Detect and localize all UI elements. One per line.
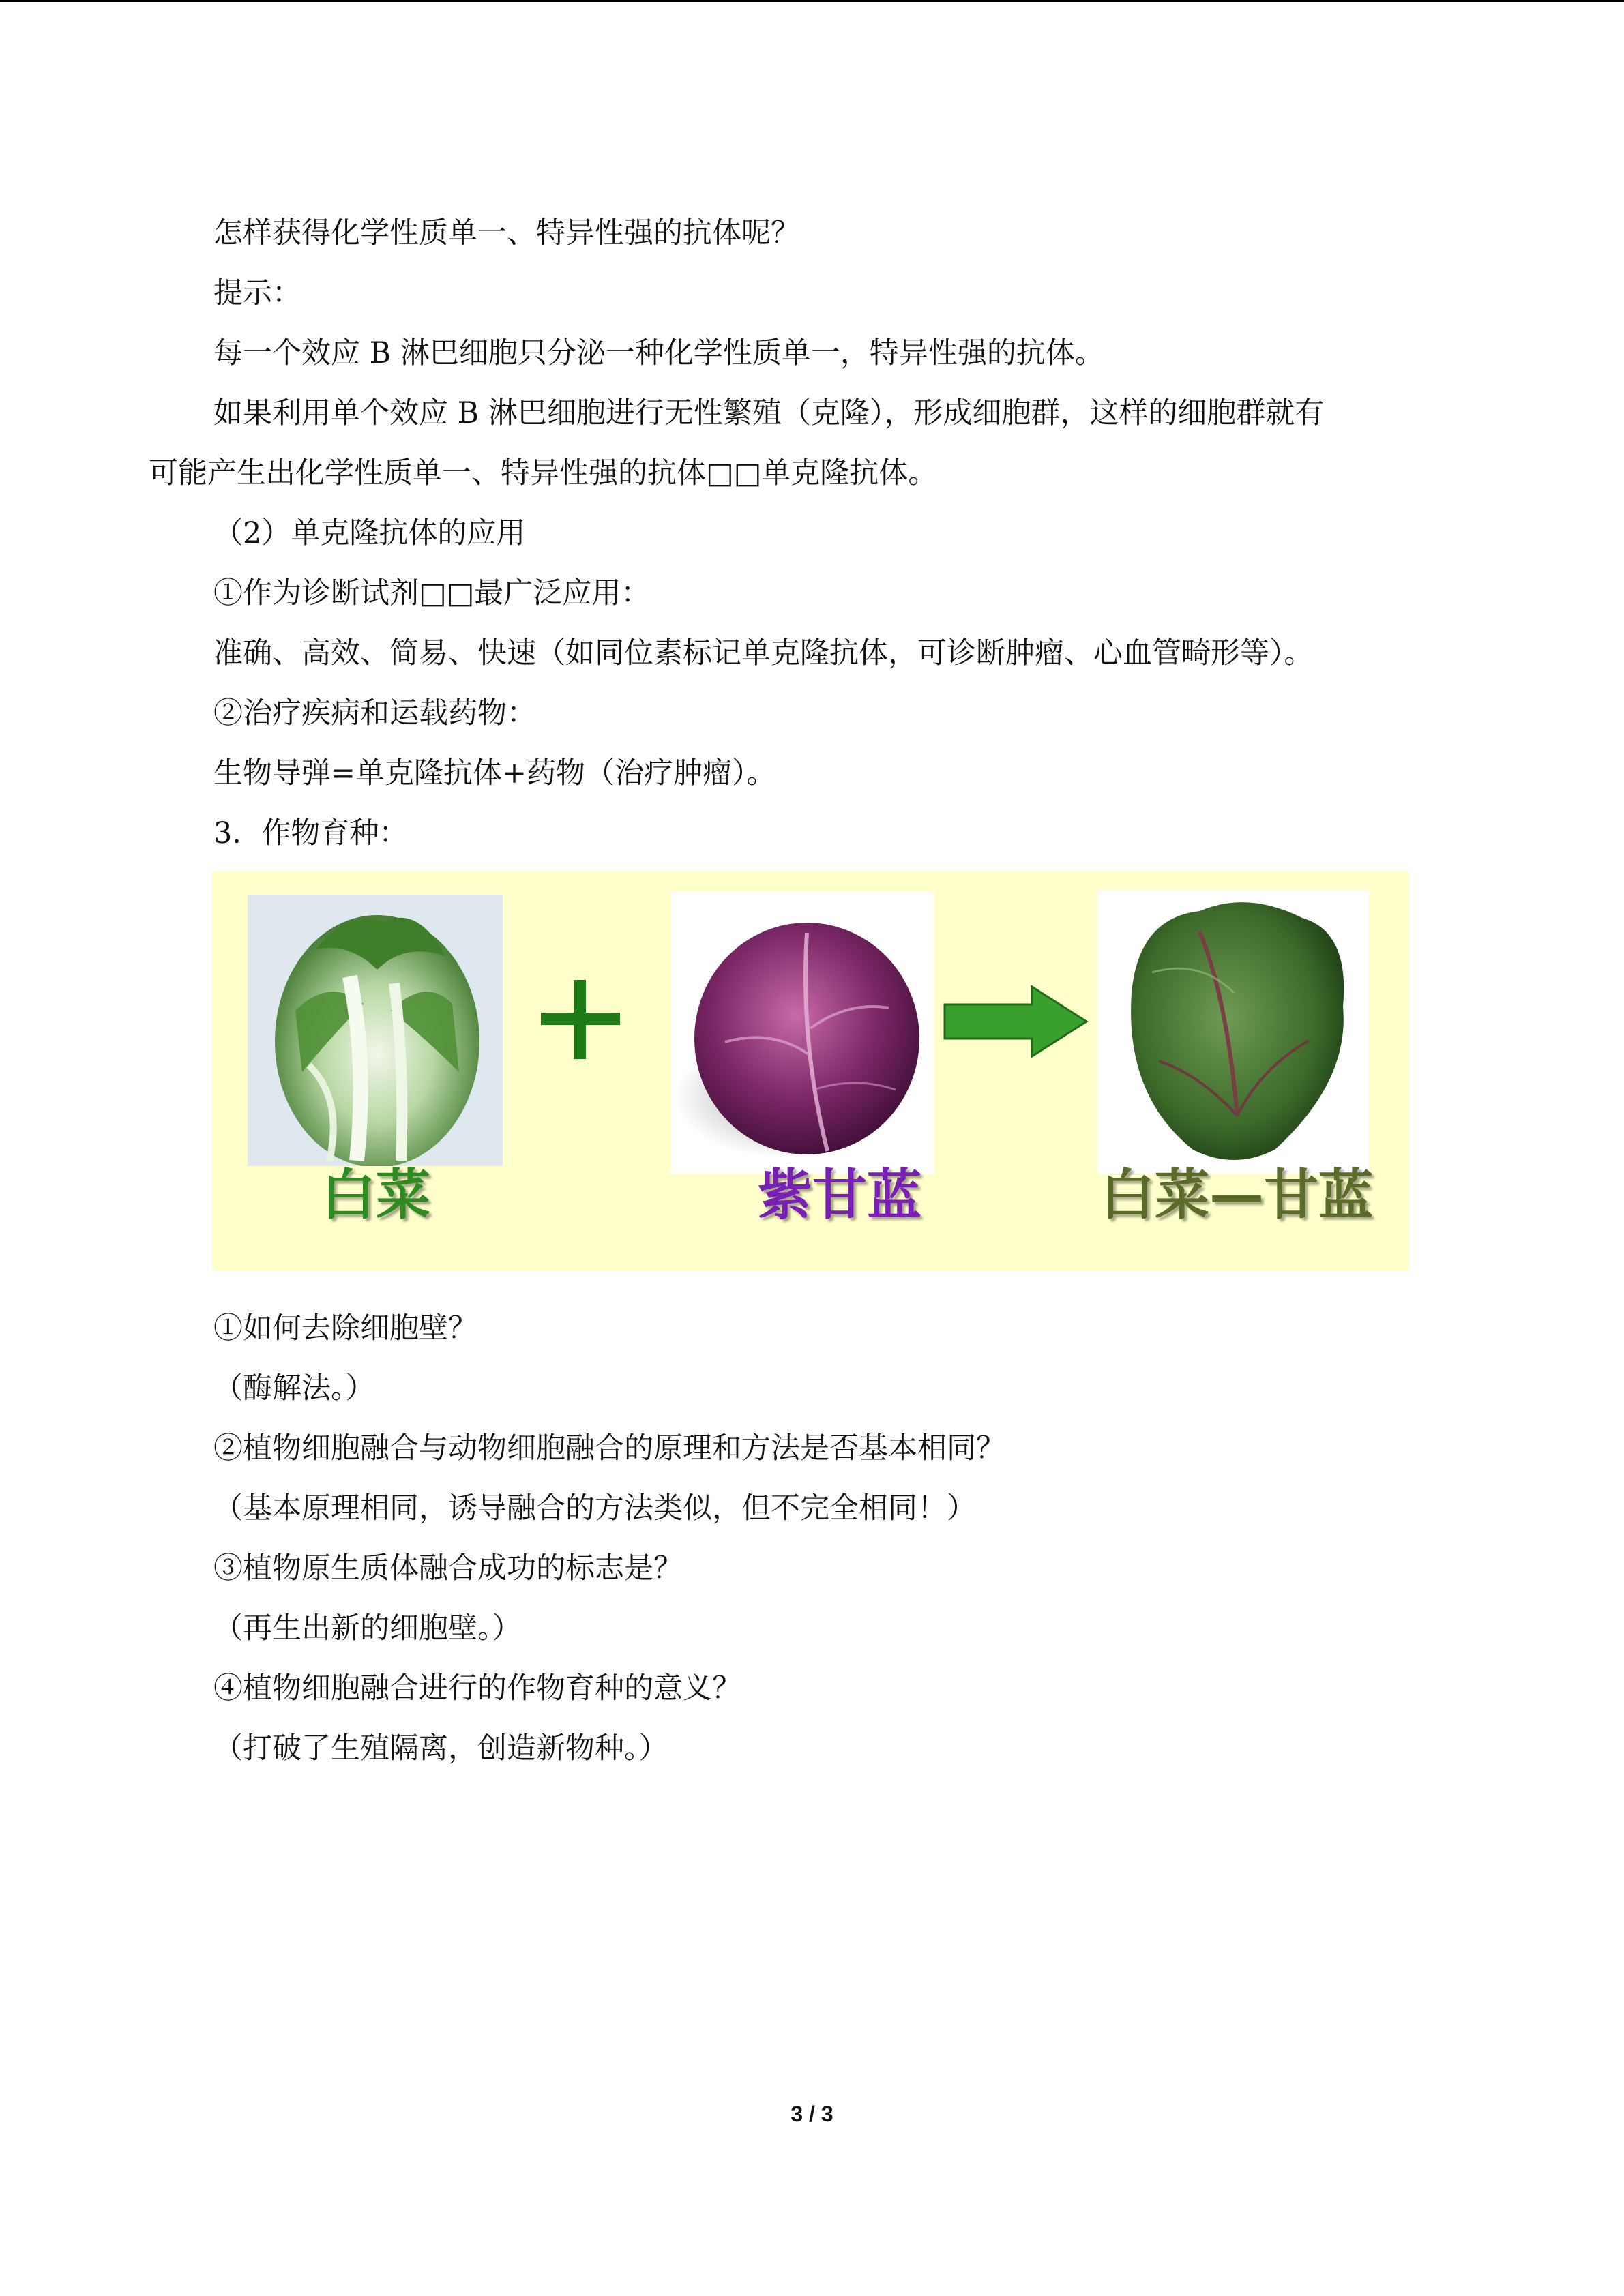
paragraph-line: 生物导弹=单克隆抗体+药物（治疗肿瘤）。 <box>213 756 776 790</box>
paragraph-line: 每一个效应 B 淋巴细胞只分泌一种化学性质单一，特异性强的抗体。 <box>213 336 1104 370</box>
list-item: ①作为诊断试剂□□最广泛应用： <box>213 576 651 610</box>
paragraph-line: 准确、高效、简易、快速（如同位素标记单克隆抗体，可诊断肿瘤、心血管畸形等）。 <box>213 636 1314 670</box>
list-item: ③植物原生质体融合成功的标志是？ <box>213 1551 683 1585</box>
crop-breeding-figure <box>212 871 1409 1270</box>
page-number: 3 / 3 <box>791 2102 833 2126</box>
label-red-cabbage: 紫甘蓝 <box>758 1163 921 1227</box>
chinese-cabbage-image <box>248 895 503 1166</box>
list-item: ④植物细胞融合进行的作物育种的意义？ <box>213 1671 741 1705</box>
label-hybrid-cabbage: 白菜—甘蓝 <box>1100 1163 1373 1227</box>
paragraph-line: 可能产生出化学性质单一、特异性强的抗体□□单克隆抗体。 <box>149 456 938 490</box>
question-line: 怎样获得化学性质单一、特异性强的抗体呢？ <box>213 216 800 250</box>
red-cabbage-image <box>670 892 934 1174</box>
answer-line: （酶解法。） <box>213 1371 375 1405</box>
arrow-right-icon <box>942 984 1091 1059</box>
list-item: ①如何去除细胞壁？ <box>213 1311 477 1345</box>
list-item: ②植物细胞融合与动物细胞融合的原理和方法是否基本相同？ <box>213 1431 1005 1465</box>
plus-icon <box>538 977 623 1062</box>
label-chinese-cabbage: 白菜 <box>321 1163 430 1227</box>
hint-label: 提示： <box>213 276 301 310</box>
section-heading: （2）单克隆抗体的应用 <box>213 516 526 550</box>
page-top-border <box>0 0 1624 2</box>
list-item: ②治疗疾病和运载药物： <box>213 696 536 730</box>
hybrid-cabbage-image <box>1097 891 1369 1174</box>
answer-line: （打破了生殖隔离，创造新物种。） <box>213 1731 668 1765</box>
answer-line: （再生出新的细胞壁。） <box>213 1611 522 1645</box>
answer-line: （基本原理相同，诱导融合的方法类似，但不完全相同！） <box>213 1491 976 1525</box>
paragraph-line: 如果利用单个效应 B 淋巴细胞进行无性繁殖（克隆），形成细胞群，这样的细胞群就有 <box>213 396 1325 430</box>
section-heading: 3．作物育种： <box>213 816 409 850</box>
